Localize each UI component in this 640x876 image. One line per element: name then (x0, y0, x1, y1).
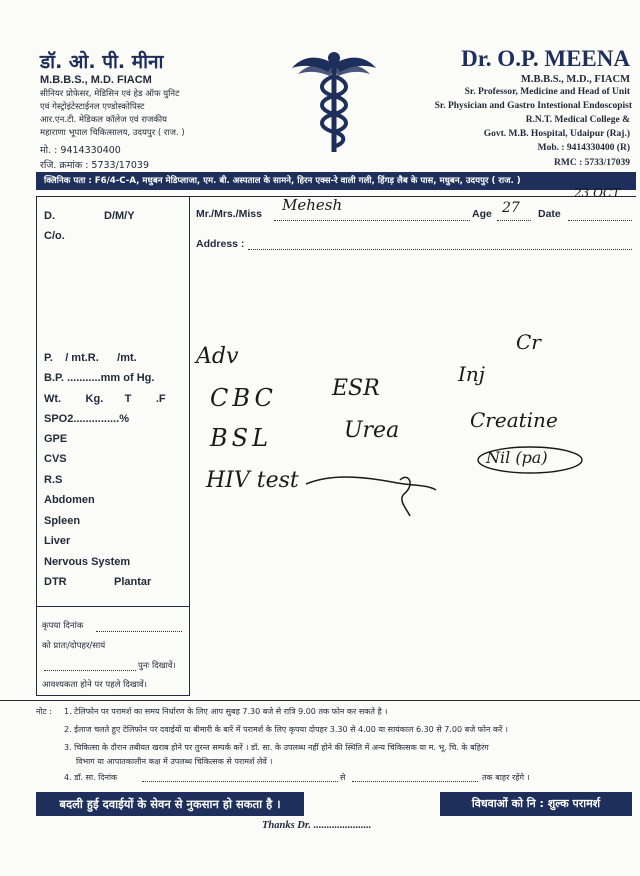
note-4b: से (340, 773, 346, 782)
thanks-line: Thanks Dr. ...................... (262, 820, 372, 831)
designation-hindi-1: सीनियर प्रोफेसर, मेडिसिन एवं हेड ऑफ युनिट (40, 89, 180, 99)
followup-date-line (96, 631, 182, 632)
notes-rule (0, 700, 640, 701)
designation-hindi-2: एवं गेस्ट्रोइंटेस्टाईनल एण्डोस्कोपिस्ट (40, 102, 145, 112)
exam-cvs: CVS (44, 453, 67, 465)
note-3a: 3. चिकित्सा के दौरान तबीयत खराब होने पर तुरन्त सम्पर्क करें । डॉ. सा. के उपलब्ध नहीं होने की स्थिति में अन्य चिकित्सक या म. भू. चि. के बहिरंग (64, 743, 489, 752)
note-1: 1. टेलिफोन पर परामर्श का समय निर्धारण के लिए आप सुबह 7.30 बजे से रात्रि 9.00 तक फोन कर सकते है । (64, 707, 388, 716)
note-4-line-1 (142, 781, 338, 782)
exam-gpe: GPE (44, 433, 68, 445)
designation-hindi-4: महाराणा भूपाल चिकित्सालय, उदयपुर ( राज. ) (40, 128, 185, 138)
exam-dtr: DTR (44, 576, 67, 588)
note-cr: Cr (516, 330, 541, 354)
degrees-left: M.B.B.S., M.D. FIACM (40, 74, 152, 86)
note-4c: तक बाहर रहेंगे । (482, 773, 530, 782)
test-bsl: BSL (210, 424, 273, 452)
notes-label: नोट : (36, 707, 52, 716)
doctor-name-hindi: डॉ. ओ. पी. मीना (40, 51, 164, 73)
medicine-warning-band: बदली हुई दवाईयों के सेवन से नुकसान हो सकता है । (36, 792, 304, 816)
reg-number-hindi: रजि. क्रमांक : 5733/17039 (40, 160, 150, 171)
doctor-name-english: Dr. O.P. MEENA (461, 46, 630, 71)
note-3b: विभाग या आपातकालीन कक्ष में उपलब्ध चिकित्सक से परामर्श लेवें । (76, 757, 273, 766)
test-esr: ESR (332, 376, 380, 401)
doodle-circle-icon (470, 440, 590, 480)
date-label: D. (44, 210, 55, 222)
signature-scribble-icon (300, 464, 450, 520)
bp-label: B.P. ...........mm of Hg. (44, 372, 155, 384)
exam-abdomen: Abdomen (44, 494, 95, 506)
test-urea: Urea (344, 418, 400, 443)
note-inj: Inj (458, 362, 485, 386)
designation-english-4: Govt. M.B. Hospital, Udaipur (Raj.) (483, 129, 630, 139)
pulse-resp-label: P. / mt.R. /mt. (44, 352, 137, 364)
patient-name-line (274, 220, 470, 221)
age-value: 27 (502, 200, 520, 216)
degrees-right: M.B.B.S., M.D., FIACM (520, 74, 630, 85)
date-field-label: Date (538, 208, 561, 220)
designation-english-3: R.N.T. Medical College & (525, 115, 630, 125)
caduceus-icon (288, 46, 380, 156)
exam-spleen: Spleen (44, 515, 81, 527)
patient-top-rule (190, 196, 636, 197)
followup-need-label: आवश्यकता होने पर पहले दिखावें। (42, 680, 147, 690)
followup-again-line (44, 670, 136, 671)
followup-again-label: पुनः दिखावें। (138, 661, 176, 671)
widows-free-band: विधवाओं को नि : शुल्क परामर्श (440, 792, 632, 816)
panel-divider (36, 606, 189, 607)
spo2-label: SPO2...............% (44, 413, 129, 425)
address-label: Address : (196, 238, 245, 250)
followup-date-label: कृपया दिनांक (42, 621, 84, 631)
note-4-line-2 (352, 781, 478, 782)
exam-liver: Liver (44, 535, 71, 547)
age-line (497, 220, 531, 221)
note-creatine: Creatine (470, 408, 558, 432)
exam-plantar: Plantar (114, 576, 152, 588)
designation-english-1: Sr. Professor, Medicine and Head of Unit (464, 87, 630, 97)
mobile-hindi: मो. : 9414330400 (40, 145, 121, 156)
note-4a: 4. डॉ. सा. दिनांक (64, 773, 118, 782)
exam-rs: R.S (44, 474, 63, 486)
advice-text: Adv (196, 344, 239, 369)
exam-nervous-system: Nervous System (44, 556, 131, 568)
rmc-number: RMC : 5733/17039 (554, 158, 630, 168)
note-2: 2. ईलाज चलते हुए टेलिफोन पर दवाईयों या बीमारी के बारें में परामर्श के लिए कृपया दोपहर 3.30 से 4.00 या सायंकाल 6.30 से 7.00 बजे फोन करें । (64, 725, 508, 734)
note-nil: Nil (pa) (486, 448, 548, 467)
followup-time-label: को प्रातः/दोपहर/सायं (42, 641, 106, 651)
patient-name-value: Mehesh (282, 196, 343, 214)
date-value: 23 OCT (574, 186, 621, 200)
date-line (568, 220, 632, 221)
address-line (248, 249, 632, 250)
designation-hindi-3: आर.एन.टी. मेडिकल कॉलेज एवं राजकीय (40, 115, 167, 125)
designation-english-2: Sr. Physician and Gastro Intestional Endoscopist (434, 101, 632, 111)
dmy-label: D/M/Y (104, 210, 135, 222)
mobile-english: Mob. : 9414330400 (R) (537, 143, 630, 153)
test-hiv: HIV test (206, 468, 299, 493)
test-cbc: CBC (210, 384, 277, 412)
clinic-address-band: क्लिनिक पता : F6/4-C-A, मधुबन मेडिप्लाजा, एम. बी. अस्पताल के सामने, हिरन एक्स-रे वाली गली, हिंगड़ लैब के पास, मधुबन, उदयपुर ( राज. ) (36, 172, 636, 190)
care-of-label: C/o. (44, 230, 65, 242)
weight-temp-label: Wt. Kg. T .F (44, 393, 166, 405)
age-label: Age (472, 208, 492, 220)
patient-name-label: Mr./Mrs./Miss (196, 208, 262, 220)
